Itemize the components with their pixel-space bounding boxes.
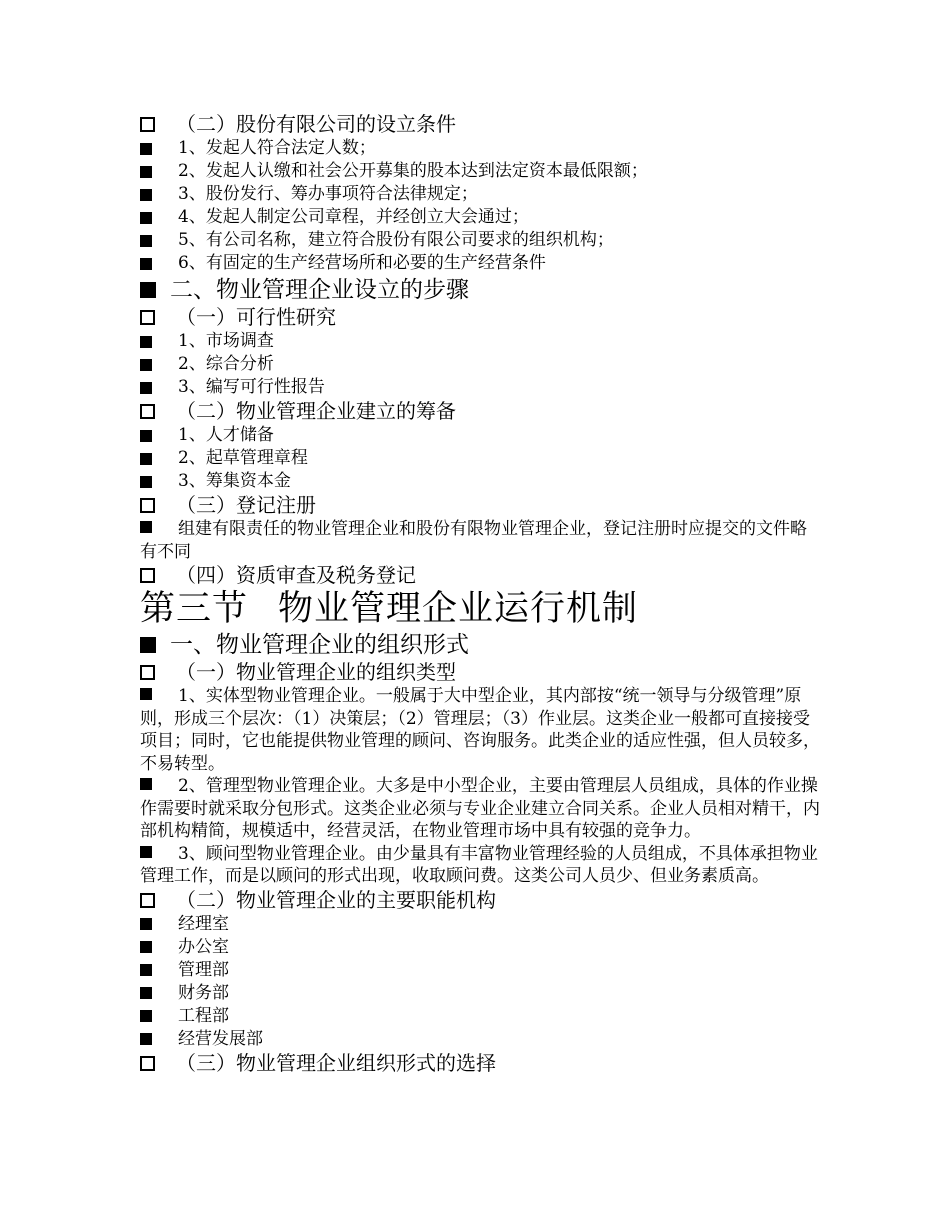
subsection-heading (140, 112, 820, 137)
subsection-heading-text: （二）物业管理企业的主要职能机构 (176, 887, 496, 912)
filled-square-bullet-icon (140, 430, 152, 442)
large-filled-square-bullet-icon (140, 282, 156, 298)
bullet-item-text: 经理室 (178, 913, 229, 934)
bullet-paragraph (140, 518, 820, 563)
bullet-item (140, 206, 820, 229)
subsection-heading-text: （二）物业管理企业建立的筹备 (176, 399, 456, 423)
bullet-item (140, 353, 820, 376)
bullet-item-text: 4、发起人制定公司章程，并经创立大会通过； (178, 207, 529, 227)
subsection-heading (140, 399, 820, 424)
filled-square-bullet-icon (140, 521, 152, 533)
bullet-item (140, 913, 820, 936)
filled-square-bullet-icon (140, 382, 152, 394)
subsection-heading (140, 563, 820, 588)
bullet-item-text: 1、发起人符合法定人数； (178, 138, 376, 158)
filled-square-bullet-icon (140, 688, 152, 700)
subsection-heading (140, 305, 820, 330)
section-heading (140, 630, 820, 660)
bullet-paragraph (140, 775, 820, 843)
bullet-item (140, 1028, 820, 1051)
bullet-item (140, 252, 820, 275)
bullet-item-text: 5、有公司名称，建立符合股份有限公司要求的组织机构； (178, 230, 614, 250)
bullet-item (140, 160, 820, 183)
filled-square-bullet-icon (140, 1033, 152, 1045)
bullet-item-text: 1、人才储备 (178, 425, 274, 445)
bullet-item-text: 管理部 (178, 959, 229, 980)
large-filled-square-bullet-icon (140, 637, 156, 653)
section-heading-text: 一、物业管理企业的组织形式 (170, 632, 469, 658)
chapter-name: 物业管理企业运行机制 (278, 589, 639, 629)
filled-square-bullet-icon (140, 964, 152, 976)
bullet-paragraph-text: 1、实体型物业管理企业。一般属于大中型企业，其内部按“统一领导与分级管理”原则，形成三个层次：（1）决策层；（2）管理层；（3）作业层。这类企业一般都可直接接受项目；同时，它也能提供物业管理的顾问、咨询服务。此类企业的适应性强，但人员较多，不易转型。 (140, 686, 820, 774)
bullet-item-text: 工程部 (178, 1005, 229, 1026)
bullet-item-text: 财务部 (178, 982, 229, 1003)
bullet-item (140, 137, 820, 160)
hollow-square-bullet-icon (140, 1056, 155, 1071)
subsection-heading-text: （一）可行性研究 (176, 305, 336, 329)
hollow-square-bullet-icon (140, 310, 155, 325)
bullet-item (140, 470, 820, 493)
hollow-square-bullet-icon (140, 893, 155, 908)
bullet-item (140, 424, 820, 447)
filled-square-bullet-icon (140, 166, 152, 178)
bullet-item (140, 447, 820, 470)
bullet-item (140, 229, 820, 252)
filled-square-bullet-icon (140, 359, 152, 371)
filled-square-bullet-icon (140, 987, 152, 999)
bullet-item-text: 6、有固定的生产经营场所和必要的生产经营条件 (178, 253, 546, 273)
chapter-number: 第三节 (140, 589, 249, 629)
filled-square-bullet-icon (140, 918, 152, 930)
filled-square-bullet-icon (140, 1010, 152, 1022)
filled-square-bullet-icon (140, 212, 152, 224)
bullet-item-text: 3、筹集资本金 (178, 471, 291, 491)
bullet-item (140, 183, 820, 206)
bullet-item-text: 2、起草管理章程 (178, 448, 308, 468)
hollow-square-bullet-icon (140, 568, 155, 583)
filled-square-bullet-icon (140, 846, 152, 858)
hollow-square-bullet-icon (140, 665, 155, 680)
filled-square-bullet-icon (140, 941, 152, 953)
filled-square-bullet-icon (140, 336, 152, 348)
bullet-paragraph-text: 组建有限责任的物业管理企业和股份有限物业管理企业，登记注册时应提交的文件略有不同 (140, 519, 807, 562)
bullet-item-text: 1、市场调查 (178, 331, 274, 351)
bullet-item (140, 936, 820, 959)
subsection-heading (140, 888, 820, 913)
bullet-paragraph-text: 2、管理型物业管理企业。大多是中小型企业，主要由管理层人员组成，具体的作业操作需要时就采取分包形式。这类企业必须与专业企业建立合同关系。企业人员相对精干，内部机构精简，规模适中，经营灵活，在物业管理市场中具有较强的竞争力。 (140, 776, 820, 841)
section-heading-text: 二、物业管理企业设立的步骤 (170, 277, 469, 303)
bullet-paragraph (140, 685, 820, 775)
hollow-square-bullet-icon (140, 117, 155, 132)
bullet-paragraph (140, 843, 820, 888)
document-page (140, 112, 820, 1076)
hollow-square-bullet-icon (140, 498, 155, 513)
subsection-heading-text: （三）物业管理企业组织形式的选择 (176, 1050, 496, 1075)
chapter-title (140, 588, 820, 630)
subsection-heading-text: （四）资质审查及税务登记 (176, 563, 416, 587)
subsection-heading (140, 1051, 820, 1076)
filled-square-bullet-icon (140, 453, 152, 465)
bullet-item (140, 1005, 820, 1028)
filled-square-bullet-icon (140, 189, 152, 201)
subsection-heading-text: （一）物业管理企业的组织类型 (176, 660, 456, 684)
subsection-heading (140, 660, 820, 685)
subsection-heading-text: （二）股份有限公司的设立条件 (176, 112, 456, 136)
subsection-heading-text: （三）登记注册 (176, 493, 316, 517)
bullet-item (140, 959, 820, 982)
filled-square-bullet-icon (140, 476, 152, 488)
bullet-item-text: 2、综合分析 (178, 354, 274, 374)
filled-square-bullet-icon (140, 235, 152, 247)
bullet-item (140, 982, 820, 1005)
hollow-square-bullet-icon (140, 404, 155, 419)
bullet-item (140, 376, 820, 399)
filled-square-bullet-icon (140, 778, 152, 790)
filled-square-bullet-icon (140, 258, 152, 270)
bullet-item-text: 2、发起人认缴和社会公开募集的股本达到法定资本最低限额； (178, 161, 648, 181)
bullet-item (140, 330, 820, 353)
section-heading (140, 275, 820, 305)
bullet-item-text: 经营发展部 (178, 1028, 263, 1049)
bullet-item-text: 3、股份发行、筹办事项符合法律规定； (178, 184, 478, 204)
bullet-item-text: 3、编写可行性报告 (178, 377, 325, 397)
bullet-paragraph-text: 3、顾问型物业管理企业。由少量具有丰富物业管理经验的人员组成，不具体承担物业管理工作，而是以顾问的形式出现，收取顾问费。这类公司人员少、但业务素质高。 (140, 843, 818, 886)
bullet-item-text: 办公室 (178, 936, 229, 957)
filled-square-bullet-icon (140, 143, 152, 155)
subsection-heading (140, 493, 820, 518)
